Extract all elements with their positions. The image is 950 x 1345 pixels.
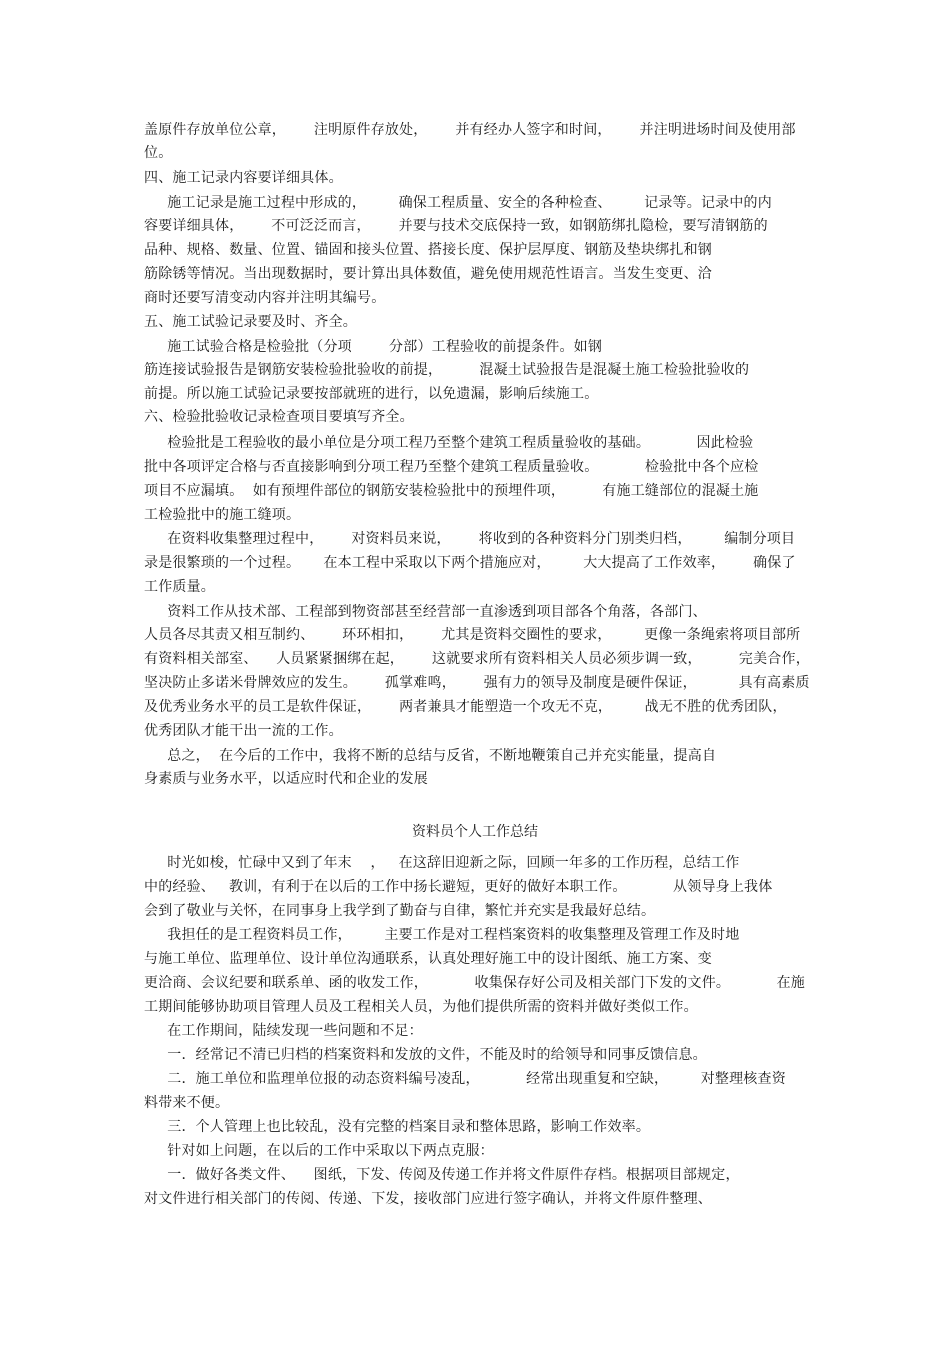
text-line: 资料工作从技术部、工程部到物资部甚至经营部一直渗透到项目部各个角落，各部门、	[144, 604, 707, 620]
section-heading: 六、检验批验收记录检查项目要填写齐全。	[144, 409, 414, 425]
text-line: 会到了敬业与关怀，在同事身上我学到了勤奋与自律，繁忙并充实是我最好总结。	[144, 903, 656, 919]
text-line: 三．个人管理上也比较乱，没有完整的档案目录和整体思路，影响工作效率。	[144, 1119, 651, 1135]
text-line: 一．做好各类文件、 图纸，下发、传阅及传递工作并将文件原件存档。根据项目部规定，	[144, 1167, 740, 1183]
text-line: 与施工单位、监理单位、设计单位沟通联系，认真处理好施工中的设计图纸、施工方案、变	[144, 951, 712, 967]
text-line: 盖原件存放单位公章， 注明原件存放处， 并有经办人签字和时间， 并注明进场时间及使用部	[144, 122, 796, 138]
text-line: 容要详细具体， 不可泛泛而言， 并要与技术交底保持一致，如钢筋绑扎隐检，要写清钢筋的	[144, 218, 768, 234]
text-line: 针对如上问题，在以后的工作中采取以下两点克服：	[144, 1143, 494, 1159]
text-line: 品种、规格、数量、位置、锚固和接头位置、搭接长度、保护层厚度、钢筋及垫块绑扎和钢	[144, 242, 712, 258]
text-line: 筋除锈等情况。当出现数据时，要计算出具体数值，避免使用规范性语言。当发生变更、洽	[144, 266, 712, 282]
text-line: 总之， 在今后的工作中，我将不断的总结与反省，不断地鞭策自己并充实能量，提高自	[144, 748, 717, 764]
text-line: 料带来不便。	[144, 1095, 230, 1111]
text-line: 身素质与业务水平，以适应时代和企业的发展	[144, 771, 428, 787]
text-line: 有资料相关部室、 人员紧紧捆绑在起， 这就要求所有资料相关人员必须步调一致， 完美合作，	[144, 651, 810, 667]
text-line: 对文件进行相关部门的传阅、传递、下发，接收部门应进行签字确认，并将文件原件整理、	[144, 1191, 712, 1207]
section-heading: 五、施工试验记录要及时、齐全。	[144, 314, 357, 330]
text-line: 筋连接试验报告是钢筋安装检验批验收的前提， 混凝土试验报告是混凝土施工检验批验收的	[144, 362, 750, 378]
text-line: 及优秀业务水平的员工是软件保证， 两者兼具才能塑造一个攻无不克， 战无不胜的优秀团队，	[144, 699, 787, 715]
text-line: 中的经验、 教训，有利于在以后的工作中扬长避短，更好的做好本职工作。 从领导身上我体	[144, 879, 773, 895]
text-line: 坚决防止多诺米骨牌效应的发生。 孤掌难鸣， 强有力的领导及制度是硬件保证， 具有高素质	[144, 675, 810, 691]
text-line: 施工记录是施工过程中形成的， 确保工程质量、安全的各种检查、 记录等。记录中的内	[144, 195, 772, 211]
text-line: 前提。所以施工试验记录要按部就班的进行，以免遗漏，影响后续施工。	[144, 386, 599, 402]
text-line: 更洽商、会议纪要和联系单、函的收发工作， 收集保存好公司及相关部门下发的文件。 在施	[144, 975, 806, 991]
text-line: 施工试验合格是检验批（分项 分部）工程验收的前提条件。如钢	[144, 339, 603, 355]
text-line: 优秀团队才能干出一流的工作。	[144, 723, 343, 739]
section-heading: 四、施工记录内容要详细具体。	[144, 170, 343, 186]
text-line: 在工作期间，陆续发现一些问题和不足：	[144, 1023, 423, 1039]
text-line: 位。	[144, 145, 173, 161]
text-line: 检验批是工程验收的最小单位是分项工程乃至整个建筑工程质量验收的基础。 因此检验	[144, 435, 754, 451]
text-line: 我担任的是工程资料员工作， 主要工作是对工程档案资料的收集整理及管理工作及时地	[144, 927, 740, 943]
text-line: 一．经常记不清已归档的档案资料和发放的文件，不能及时的给领导和同事反馈信息。	[144, 1047, 707, 1063]
document-title: 资料员个人工作总结	[412, 824, 538, 840]
text-line: 工期间能够协助项目管理人员及工程相关人员，为他们提供所需的资料并做好类似工作。	[144, 999, 698, 1015]
text-line: 项目不应漏填。 如有预埋件部位的钢筋安装检验批中的预埋件项， 有施工缝部位的混凝土施	[144, 483, 759, 499]
text-line: 二．施工单位和监理单位报的动态资料编号凌乱， 经常出现重复和空缺， 对整理核查资	[144, 1071, 786, 1087]
text-line: 在资料收集整理过程中， 对资料员来说， 将收到的各种资料分门别类归档， 编制分项目	[144, 531, 796, 547]
text-line: 人员各尽其责又相互制约、 环环相扣， 尤其是资料交圈性的要求， 更像一条绳索将项目部所	[144, 627, 801, 643]
text-line: 工作质量。	[144, 579, 215, 595]
text-line: 时光如梭，忙碌中又到了年末 ， 在这辞旧迎新之际，回顾一年多的工作历程，总结工作	[144, 855, 740, 871]
text-line: 批中各项评定合格与否直接影响到分项工程乃至整个建筑工程质量验收。 检验批中各个应检	[144, 459, 759, 475]
text-line: 商时还要写清变动内容并注明其编号。	[144, 290, 386, 306]
text-line: 录是很繁琐的一个过程。 在本工程中采取以下两个措施应对， 大大提高了工作效率， 确保了	[144, 555, 796, 571]
text-line: 工检验批中的施工缝项。	[144, 507, 301, 523]
